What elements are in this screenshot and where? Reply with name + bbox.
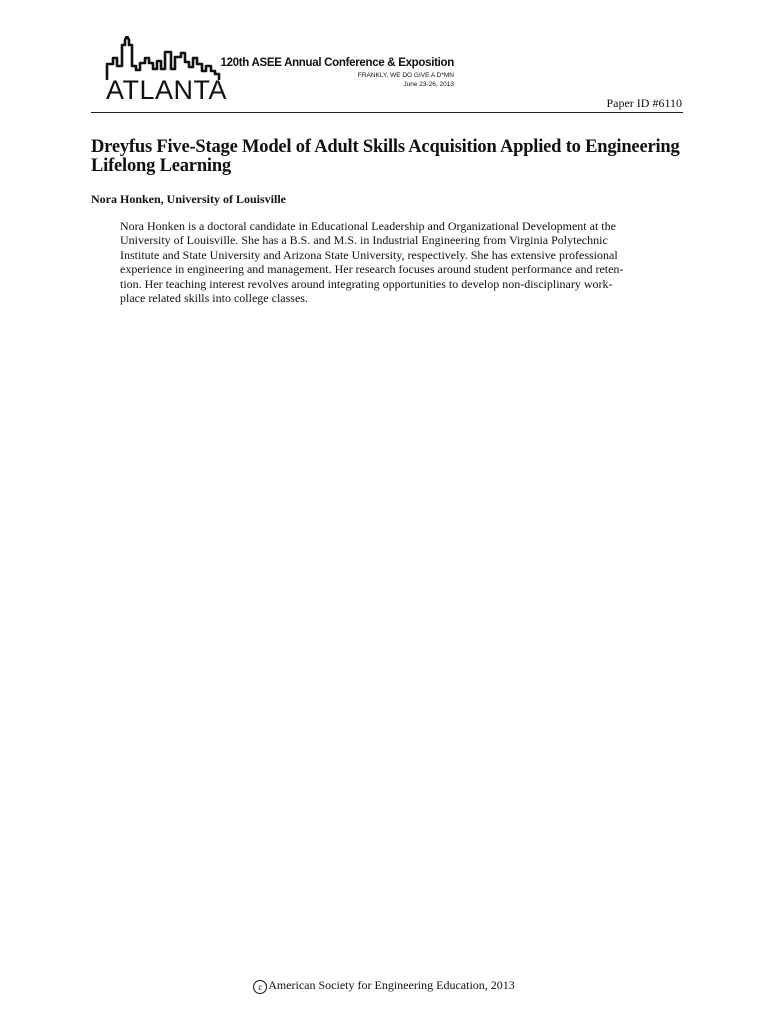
conference-info [220, 56, 454, 89]
conference-logo [105, 36, 228, 105]
skyline-icon [105, 36, 227, 80]
paper-title: Dreyfus Five-Stage Model of Adult Skills Acquisition Applied to Engineering Lifelong Learning [91, 137, 680, 176]
conference-dates: June 23-26, 2013 [403, 81, 454, 88]
bio-line: place related skills into college classes. [120, 291, 308, 306]
bio-line: Nora Honken is a doctoral candidate in Educational Leadership and Organizational Development at the [120, 219, 616, 233]
bio-line: University of Louisville. She has a B.S. and M.S. in Industrial Engineering from Virginia Polytechnic [120, 233, 608, 248]
copyright-text: American Society for Engineering Education, 2013 [268, 978, 515, 992]
bio-line: experience in engineering and management. Her research focuses around student performance and reten- [120, 262, 624, 277]
logo-wordmark: ATLANTA [106, 75, 228, 105]
bio-line: Institute and State University and Arizona State University, respectively. She has extensive professional [120, 247, 618, 262]
author-line: Nora Honken, University of Louisville [91, 192, 287, 206]
copyright-icon: c [253, 980, 267, 994]
paper-id: Paper ID #6110 [606, 96, 682, 110]
header-divider [91, 112, 683, 113]
conference-tagline: FRANKLY, WE DO GIVE A D*MN [357, 72, 454, 79]
bio-line: tion. Her teaching interest revolves around integrating opportunities to develop non-disciplinary work- [120, 276, 613, 291]
conference-title: 120th ASEE Annual Conference & Exposition [220, 57, 454, 69]
author-bio [120, 219, 650, 305]
copyright-footer [0, 977, 768, 994]
